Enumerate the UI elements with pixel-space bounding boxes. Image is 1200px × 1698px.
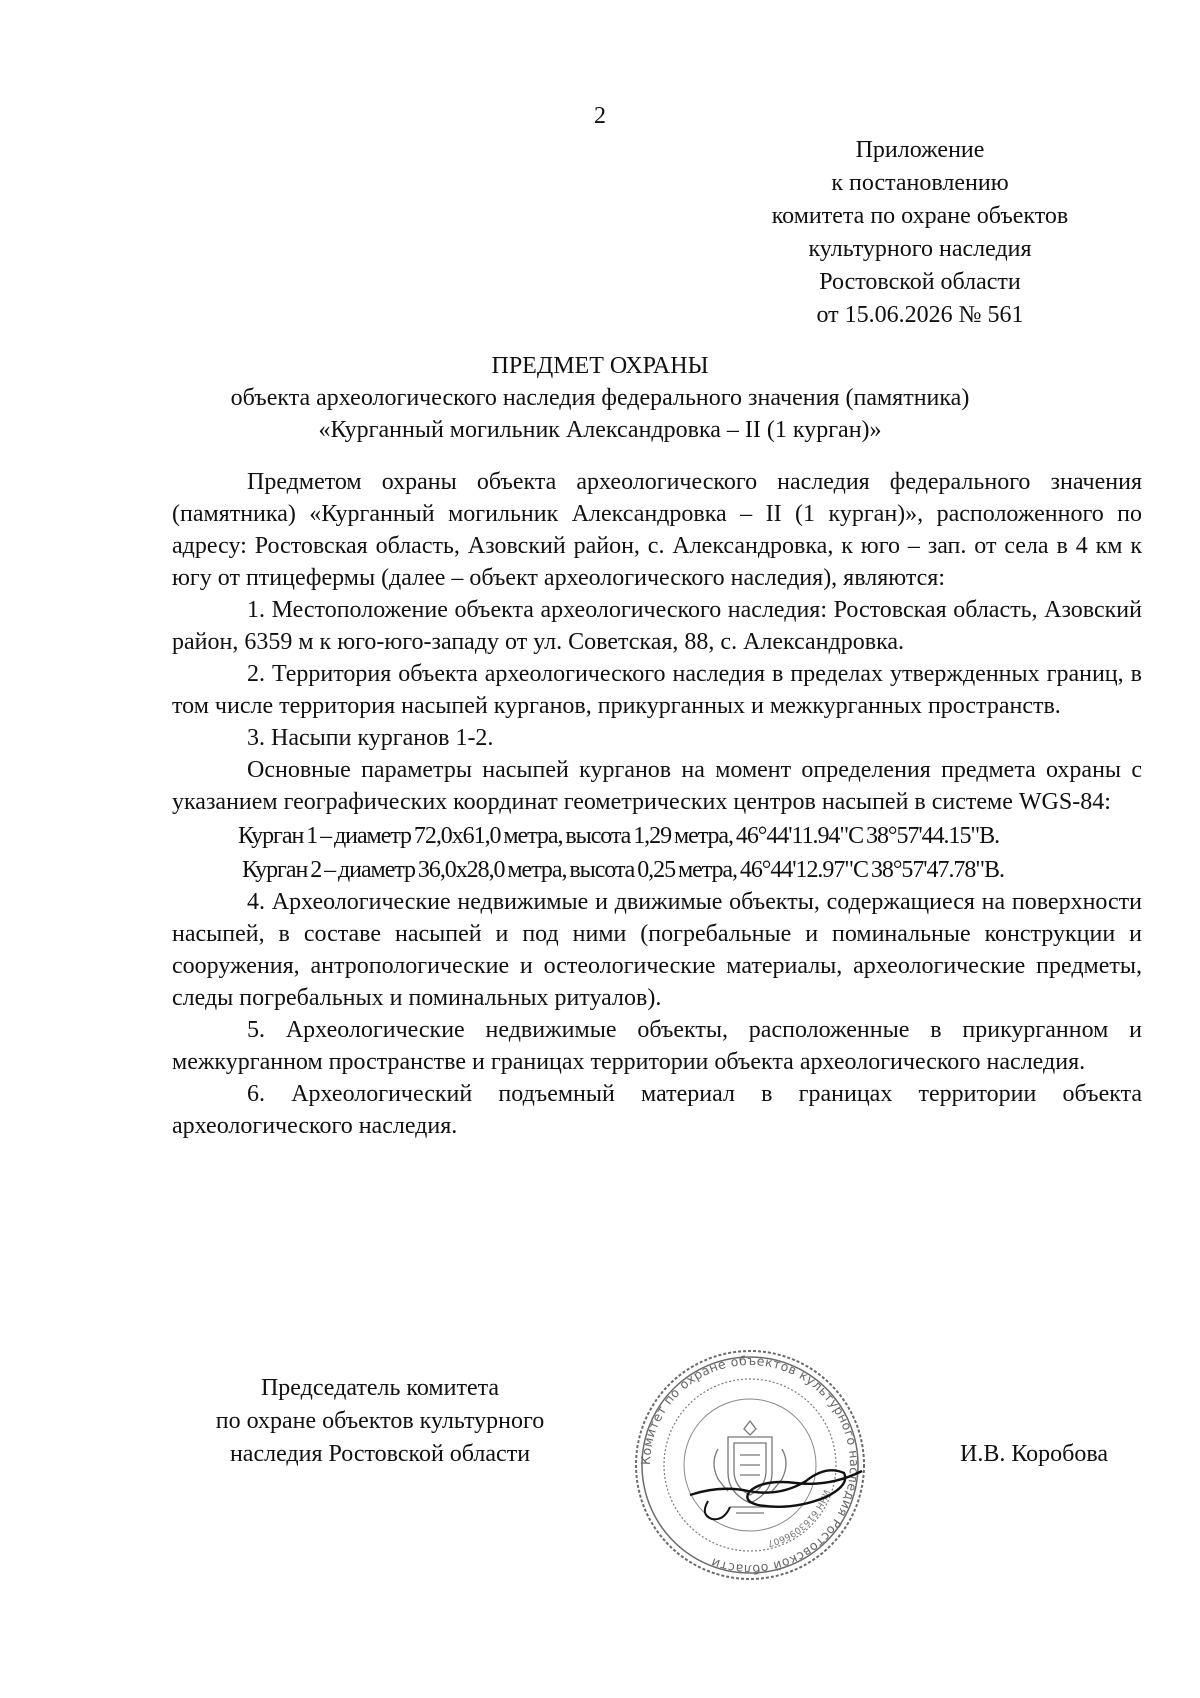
appendix-line: культурного наследия (808, 236, 1032, 262)
item-location: 1. Местоположение объекта археологического наследия: Ростовская область, Азовский район, 6359 м к юго-юго-западу от ул. Советская, 88, с. Александровка. (172, 597, 1142, 655)
appendix-line: Приложение (855, 137, 985, 163)
title-object-name: «Курганный могильник Александровка – II (1 курган)» (318, 417, 882, 443)
item-mounds: 3. Насыпи курганов 1-2. (247, 725, 494, 751)
mound-parameters-paragraph: Основные параметры насыпей курганов на момент определения предмета охраны с указанием географических координат геометрических центров насыпей в системе WGS-84: (172, 757, 1142, 815)
signature-scribble (690, 1470, 862, 1506)
intro-paragraph: Предметом охраны объекта археологического наследия федерального значения (памятника) «Курганный могильник Александровка – II (1 курган)», расположенного по адресу: Ростовская область, Азовский район, с. Александровка, к юго – зап. от села в 4 км к югу от птицефермы (далее – объект археологического наследия), являются: (172, 469, 1142, 591)
signatory-position (170, 1372, 590, 1471)
signatory-name: И.В. Коробова (960, 1441, 1109, 1467)
official-seal (630, 1345, 870, 1585)
appendix-header (720, 134, 1120, 332)
page-number: 2 (594, 103, 606, 129)
title-subject: объекта археологического наследия федерального значения (памятника) (230, 385, 970, 411)
appendix-line: Ростовской области (819, 269, 1021, 295)
position-line: Председатель комитета (260, 1375, 500, 1401)
signature-tail (705, 1501, 730, 1519)
item-immovable-objects: 5. Археологические недвижимые объекты, расположенные в прикурганном и межкурганном пространстве и границах территории объекта археологического наследия. (172, 1017, 1142, 1075)
seal-outer-text: Комитет по охране объектов культурного наследия Ростовской области (637, 1352, 863, 1578)
appendix-line: комитета по охране объектов (771, 203, 1069, 229)
position-line: по охране объектов культурного (215, 1408, 545, 1434)
kurgan-2-coordinates: Курган 2 – диаметр 36,0х28,0 метра, высота 0,25 метра, 46°44'12.97"С 38°57'47.78"В. (242, 857, 1004, 883)
item-territory: 2. Территория объекта археологического наследия в пределах утвержденных границ, в том числе территория насыпей курганов, прикурганных и межкурганных пространств. (172, 661, 1142, 719)
document-title (0, 350, 1200, 446)
seal-inner-text: ИНН 6163096607 (766, 1488, 831, 1548)
coat-of-arms-icon (714, 1421, 786, 1513)
appendix-date-number: от 15.06.2026 № 561 (816, 302, 1024, 328)
appendix-line: к постановлению (831, 170, 1009, 196)
position-line: наследия Ростовской области (229, 1441, 531, 1467)
kurgan-1-coordinates: Курган 1 – диаметр 72,0х61,0 метра, высота 1,29 метра, 46°44'11.94"С 38°57'44.15"В. (238, 823, 1000, 849)
item-archaeological-objects: 4. Археологические недвижимые и движимые объекты, содержащиеся на поверхности насыпей, в составе насыпей и под ними (погребальные и поминальные конструкции и сооружения, антропологические и остеологические материалы, археологические предметы, следы погребальных и поминальных ритуалов). (172, 889, 1142, 1011)
title-heading: ПРЕДМЕТ ОХРАНЫ (491, 353, 709, 379)
document-body (172, 466, 1142, 1142)
item-surface-material: 6. Археологический подъемный материал в границах территории объекта археологического наследия. (172, 1081, 1142, 1139)
